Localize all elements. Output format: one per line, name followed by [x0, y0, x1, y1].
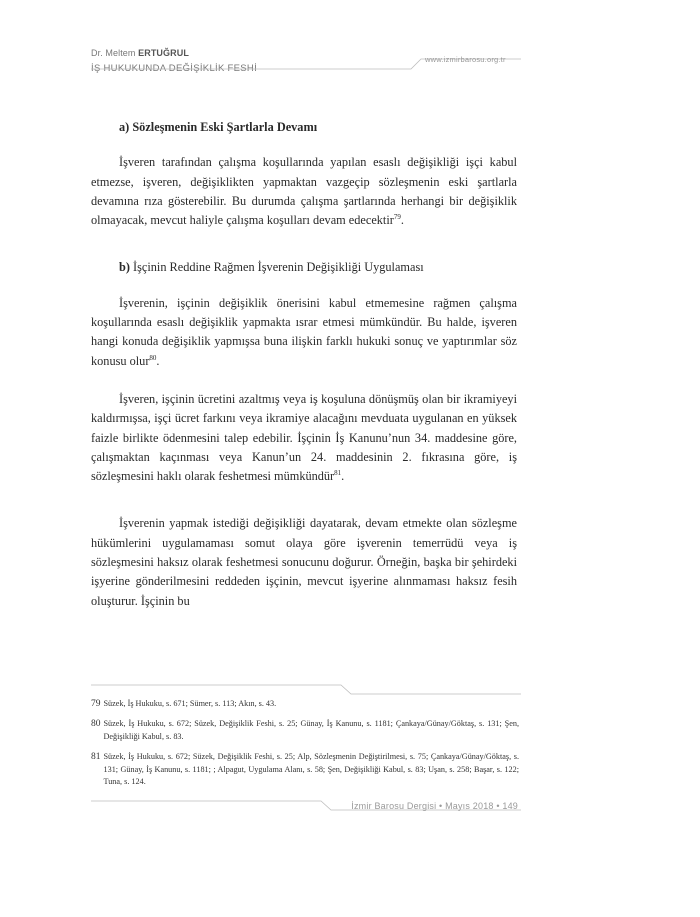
journal-name: İzmir Barosu Dergisi: [351, 801, 437, 811]
paragraph-4: [91, 514, 517, 610]
footnote-80: [91, 718, 519, 743]
heading-a-letter: a): [119, 120, 130, 134]
page-number: 149: [502, 801, 518, 811]
footnote-81: [91, 751, 519, 788]
footnote-79: [91, 698, 519, 710]
paragraph-2-text: İşverenin, işçinin değişiklik önerisini kabul etmemesine rağmen çalışma koşullarında esaslı değişiklik yapmakta ısrar etmesi mümkündür. Bu halde, işveren hangi konuda değişiklik yapmışsa buna ilişkin farklı hukuki sonuç ve yaptırımlar söz konusu olur: [91, 295, 517, 368]
author-surname: ERTUĞRUL: [138, 48, 189, 58]
footnote-ref-81[interactable]: 81: [334, 469, 342, 478]
footer-separator: •: [496, 801, 500, 811]
heading-b-letter: b): [119, 260, 130, 275]
footnote-number: 80: [91, 719, 101, 730]
paragraph-4-text: İşverenin yapmak istediği değişikliği dayatarak, devam etmekte olan sözleşme hükümlerini uygulamaması somut olaya göre işverenin temerrüdü veya iş sözleşmesini haksız olarak feshetmesi sonucunu doğurur. Örneğin, başka bir şehirdeki işyerine gönderilmesini reddeden işçinin, mevcut işyerine alınmaması haksız fesih oluşturur. İşçinin bu: [91, 516, 517, 608]
main-text: [91, 118, 517, 630]
running-title: İŞ HUKUKUNDA DEĞİŞİKLİK FESHİ: [91, 63, 258, 74]
author-prefix: Dr. Meltem: [91, 48, 136, 58]
author-name: [91, 48, 189, 58]
footnote-ref-80[interactable]: 80: [149, 353, 157, 362]
footnote-ref-79[interactable]: 79: [393, 213, 401, 222]
issue-date: Mayıs 2018: [445, 801, 494, 811]
section-heading-b: [91, 258, 517, 277]
section-heading-a: [91, 118, 517, 137]
footnote-number: 81: [91, 752, 101, 763]
paragraph-1: İşveren tarafından çalışma koşullarında yapılan esaslı değişikliği işçi kabul etmezse, işveren, değişiklikten yapmaktan vazgeçip sözleşmenin eski şartlarla devamına rıza gösterebilir. Bu durumda çalışma şartlarında herhangi bir değişiklik olmayacak, mevcut haliyle çalışma koşulları devam edecektir$^{79}$.: [91, 155, 517, 228]
paragraph-2: İşverenin, işçinin değişiklik önerisini kabul etmemesine rağmen çalışma koşullarında esaslı değişiklik yapmakta ısrar etmesi mümkündür. Bu halde, işveren hangi konuda değişiklik yapmışsa buna ilişkin farklı hukuki sonuç ve yaptırımlar söz konusu olur$^{80}$.: [91, 295, 517, 368]
footnote-text: Süzek, İş Hukuku, s. 672; Süzek, Değişiklik Feshi, s. 25; Günay, İş Kanunu, s. 1181; Çankaya/Günay/Göktaş, s. 131; Şen, Değişikliği Kabul, s. 83.: [103, 719, 519, 741]
paragraph-1-text: İşveren tarafından çalışma koşullarında yapılan esaslı değişikliği işçi kabul etmezse, işveren, değişiklikten yapmaktan vazgeçip sözleşmenin eski şartlarla devamına rıza gösterebilir. Bu durumda çalışma şartlarında herhangi bir değişiklik olmayacak, mevcut haliyle çalışma koşulları devam edecektir: [91, 155, 517, 228]
footnote-text: Süzek, İş Hukuku, s. 671; Sümer, s. 113; Akın, s. 43.: [103, 699, 277, 708]
heading-a-text: Sözleşmenin Eski Şartlarla Devamı: [132, 120, 318, 134]
website-link[interactable]: www.izmirbarosu.org.tr: [425, 55, 506, 64]
footer-separator: •: [439, 801, 443, 811]
paragraph-3: İşveren, işçinin ücretini azaltmış veya iş koşuluna dönüşmüş olan bir ikramiyeyi kaldırmışsa, işçi ücret farkını veya ikramiye alacağını mevduata uygulanan en yüksek faizle birlikte ödenmesini talep edebilir. İşçinin İş Kanunu’nun 34. maddesine göre, çalışmaktan kaçınması veya Kanun’un 24. maddesinin 2. fıkrasına göre, iş sözleşmesini haklı olarak feshetmesi mümkündür$^{81}$.: [91, 391, 517, 484]
footnote-number: 79: [91, 699, 101, 709]
paragraph-3-text: İşveren, işçinin ücretini azaltmış veya iş koşuluna dönüşmüş olan bir ikramiyeyi kaldırmışsa, işçi ücret farkını veya ikramiye alacağını mevduata uygulanan en yüksek faizle birlikte ödenmesini talep edebilir. İşçinin İş Kanunu’nun 34. maddesine göre, çalışmaktan kaçınması veya Kanun’un 24. maddesinin 2. fıkrasına göre, iş sözleşmesini haklı olarak feshetmesi mümkündür: [91, 391, 517, 484]
footnote-rule: [91, 684, 521, 696]
page-footer: [351, 801, 518, 811]
footnote-text: Süzek, İş Hukuku, s. 672; Süzek, Değişiklik Feshi, s. 25; Alp, Sözleşmenin Değiştirilmesi, s. 75; Çankaya/Günay/Göktaş, s. 131; Günay, İş Kanunu, s. 1181; ; Alpagut, Uygulama Alanı, s. 58; Şen, Değişikliği Kabul, s. 83; Uşan, s. 258; Başar, s. 122; Tuna, s. 124.: [103, 752, 519, 787]
footnotes: [91, 698, 519, 796]
heading-b-text: İşçinin Reddine Rağmen İşverenin Değişikliği Uygulaması: [133, 260, 424, 275]
